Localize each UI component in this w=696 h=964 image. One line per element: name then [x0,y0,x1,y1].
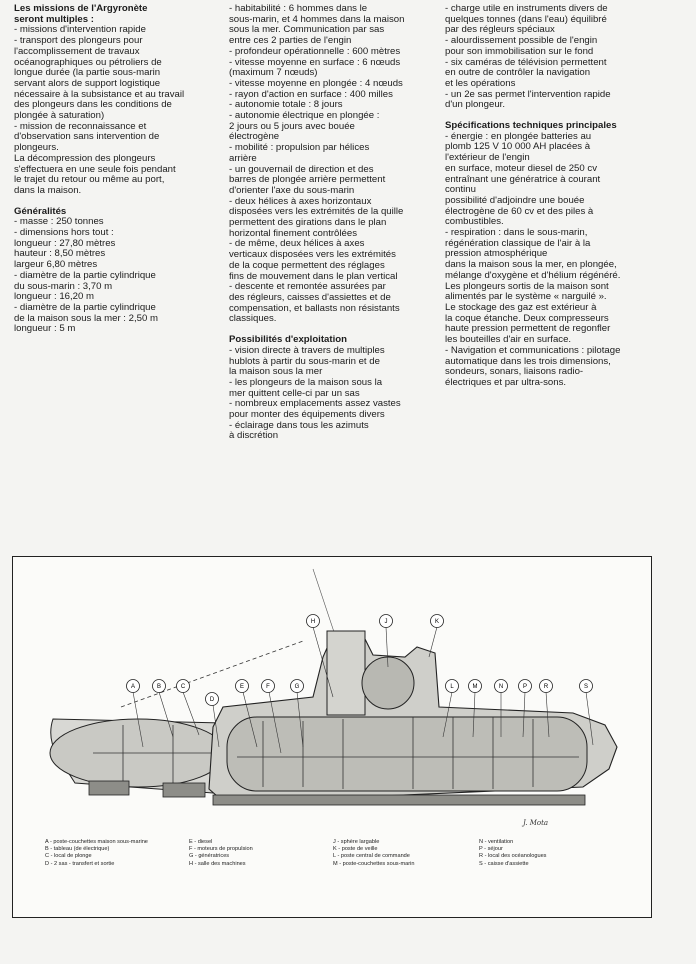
heading-line: Généralités [14,205,67,217]
text-line: Les plongeurs sortis de la maison sont [445,280,609,292]
text-line: quelques tonnes (dans l'eau) équilibré [445,13,607,25]
legend-item: G - génératrices [189,853,230,860]
battery-keel [213,795,585,805]
text-line: nécessaire à la subsistance et au travail [14,88,185,100]
text-line: La décompression des plongeurs [14,152,156,164]
text-line: l'extérieur de l'engin [445,152,530,164]
text-line: d'orienter l'axe du sous-marin [229,184,355,196]
text-line: - énergie : en plongée batteries au [445,130,592,142]
heading-line: seront multiples : [14,13,94,25]
text-column-3 [445,4,660,389]
text-line: - respiration : dans le sous-marin, [445,227,588,239]
text-line: - masse : 250 tonnes [14,216,104,228]
marker-f [262,680,275,693]
text-line: - profondeur opérationnelle : 600 mètres [229,45,401,57]
text-line: du sous-marin : 3,70 m [14,280,113,292]
text-line: longueur : 16,20 m [14,291,95,303]
text-line: dans la maison sous la mer, en plongée, [445,259,617,271]
legend-item: E - diesel [189,839,213,845]
text-line: possibilité d'adjoindre une bouée [445,194,585,206]
generalites-body [14,217,219,335]
text-column-1 [14,4,219,335]
legend-item: R - local des océanologues [479,853,547,860]
text-line: - vitesse moyenne en plongée : 4 nœuds [229,77,403,89]
text-line: alimentés par le système « narguilé ». [445,291,607,303]
text-line: - alourdissement possible de l'engin [445,35,598,47]
text-line: d'un plongeur. [445,99,505,111]
marker-k [431,615,444,628]
text-line: 2 jours ou 5 jours avec bouée [229,120,355,132]
text-line: horizontal finement contrôlées [229,227,357,239]
text-line: pour monter des équipements divers [229,409,385,421]
text-line: permettent des girations dans le plan [229,217,387,229]
marker-m [469,680,482,693]
text-line: hauteur : 8,50 mètres [14,248,106,260]
legend-column-4 [479,839,546,868]
text-line: longueur : 27,80 mètres [14,237,116,249]
text-line: - six caméras de télévision permettent [445,56,607,68]
text-line: - descente et remontée assurées par [229,281,386,293]
text-line: en surface, moteur diesel de 250 cv [445,162,597,174]
legend-column-3 [333,839,414,868]
marker-e [236,680,249,693]
text-line: l'accomplissement de travaux [14,45,140,57]
legend-item: N - ventilation [479,839,514,845]
legend-item: A - poste-couchettes maison sous-marine [45,839,148,845]
heading-line: Les missions de l'Argyronète [14,3,148,14]
text-line: - vitesse moyenne en surface : 6 nœuds [229,56,401,68]
specifications-body [445,132,660,389]
marker-a [127,680,140,693]
legend-item: K - poste de veille [333,846,378,853]
text-line: compensation, et ballasts non résistants [229,302,400,314]
charge-body [445,4,660,111]
text-line: arrière [229,152,257,164]
legend-item: J - sphère largable [333,839,380,845]
text-line: - un 2e sas permet l'intervention rapide [445,88,611,100]
text-line: des plongeurs dans les conditions de [14,99,172,111]
marker-b [153,680,166,693]
text-line: (maximum 7 nœuds) [229,67,318,79]
marker-label: P [522,684,528,691]
text-line: - mission de reconnaissance et [14,120,147,132]
marker-label: S [583,684,589,691]
text-line: en outre de contrôler la navigation [445,67,591,79]
text-line: mer quittent celle-ci par un sas [229,387,360,399]
text-column-2 [229,4,435,442]
legend-column-1 [45,839,148,868]
text-line: combustibles. [445,216,504,228]
marker-label: D [209,697,215,704]
text-line: sous la mer. Communication par sas [229,24,385,36]
marker-p [519,680,532,693]
text-line: les bouteilles d'air en surface. [445,334,572,346]
marker-h [307,615,320,628]
heading-missions [14,4,219,25]
artist-signature: J. Mota [523,819,549,827]
text-line: - transport des plongeurs pour [14,35,143,47]
text-line: électriques et par ultra-sons. [445,376,567,388]
text-line: continu [445,184,476,196]
text-line: servant alors de support logistique [14,77,161,89]
text-line: disposées vers les extrémités de la quille [229,206,404,218]
marker-label: N [498,684,504,691]
text-line: - dimensions hors tout : [14,227,114,239]
text-line: sous-marin, et 4 hommes dans la maison [229,13,405,25]
text-line: océanographiques ou pétroliers de [14,56,162,68]
marker-n [495,680,508,693]
legend-item: F - moteurs de propulsion [189,846,253,853]
legend-item: C - local de plonge [45,853,92,860]
marker-label: B [156,684,162,691]
text-line: d'observation sans intervention de [14,131,160,143]
text-line: plomb 125 V 10 000 AH placées à [445,141,591,153]
text-line: mélange d'oxygène et d'hélium régénéré. [445,269,621,281]
text-line: plongeurs. [14,142,59,154]
heading-line: Possibilités d'exploitation [229,334,347,346]
marker-j [380,615,393,628]
text-line: électrogène [229,131,280,143]
legend-item: S - caisse d'assiette [479,860,529,867]
text-line: - Navigation et communications : pilotage [445,344,621,356]
text-line: par des régleurs spéciaux [445,24,555,36]
legend-column-2 [189,839,253,868]
marker-l [446,680,459,693]
specs-body [229,4,435,325]
marker-s [580,680,593,693]
marker-label: L [450,684,454,691]
house-ballast [89,781,129,795]
legend-item: L - poste central de commande [333,853,410,860]
text-line: - habitabilité : 6 hommes dans le [229,3,368,14]
text-line: sondeurs, sonars, liaisons radio- [445,366,584,378]
text-line: largeur 6,80 mètres [14,259,98,271]
legend-item: M - poste-couchettes sous-marin [333,860,415,867]
text-line: et les opérations [445,77,516,89]
marker-label: A [130,684,136,691]
text-line: - diamètre de la partie cylindrique [14,301,156,313]
conning-tower [327,631,365,715]
text-line: s'effectuera en une seule fois pendant [14,163,176,175]
text-line: régénération classique de l'air à la [445,237,591,249]
marker-r [540,680,553,693]
marker-label: G [294,684,300,691]
text-line: - charge utile en instruments divers de [445,3,608,14]
text-line: - deux hélices à axes horizontaux [229,195,372,207]
text-line: - de même, deux hélices à axes [229,238,365,250]
text-line: - autonomie totale : 8 jours [229,99,343,111]
text-line: - rayon d'action en surface : 400 milles [229,88,393,100]
text-line: - les plongeurs de la maison sous la [229,376,383,388]
text-line: de la maison sous la mer : 2,50 m [14,312,158,324]
text-line: hublots à partir du sous-marin et de [229,355,380,367]
submarine-cutaway-diagram [12,556,652,918]
marker-label: J [384,619,388,626]
text-line: longue durée (la partie sous-marin [14,67,161,79]
house-ballast [163,783,205,797]
text-line: classiques. [229,313,277,325]
legend-item: H - salle des machines [189,860,246,867]
text-line: de la coque permettent des réglages [229,259,385,271]
marker-g [291,680,304,693]
text-line: la coque étanche. Deux compresseurs [445,312,609,324]
text-line: automatique dans les trois dimensions, [445,355,611,367]
text-line: entre ces 2 parties de l'engin [229,35,352,47]
text-line: - missions d'intervention rapide [14,24,146,36]
missions-body [14,25,219,196]
marker-label: M [472,684,478,691]
possibilites-body [229,346,435,442]
marker-label: K [434,619,440,626]
text-line: à discrétion [229,430,279,442]
marker-label: R [543,684,549,691]
text-line: - diamètre de la partie cylindrique [14,269,156,281]
text-line: des régleurs, caisses d'assiettes et de [229,291,391,303]
text-line: - mobilité : propulsion par hélices [229,142,370,154]
marker-c [177,680,190,693]
text-line: la maison sous la mer [229,366,323,378]
text-line: barres de plongée arrière permettent [229,174,386,186]
text-line: longueur : 5 m [14,323,76,335]
text-line: fins de mouvement dans le plan vertical [229,270,398,282]
text-line: dans la maison. [14,184,82,196]
legend-item: P - séjour [479,846,503,853]
text-line: pour son immobilisation sur le fond [445,45,594,57]
text-line: - vision directe à travers de multiples [229,344,385,356]
marker-label: F [266,684,270,691]
marker-label: H [310,619,316,626]
text-line: électrogène de 60 cv et des piles à [445,205,594,217]
text-line: - éclairage dans tous les azimuts [229,419,369,431]
text-line: le trajet du retour ou même au port, [14,174,165,186]
text-line: entraînant une génératrice à courant [445,173,601,185]
text-line: - un gouvernail de direction et des [229,163,374,175]
text-line: verticaux disposées vers les extrémités [229,249,396,261]
text-line: haute pression permettent de regonfler [445,323,611,335]
marker-d [206,693,219,706]
marker-label: C [180,684,186,691]
text-line: pression atmosphérique [445,248,548,260]
text-line: plongée à saturation) [14,110,105,122]
text-line: - autonomie électrique en plongée : [229,110,380,122]
text-line: Le stockage des gaz est extérieur à [445,301,597,313]
text-line: - nombreux emplacements assez vastes [229,398,401,410]
legend-item: B - tableau (de électrique) [45,846,110,853]
heading-line: Spécifications techniques principales [445,120,617,132]
marker-label: E [239,684,245,691]
legend-item: D - 2 sas - transfert et sortie [45,860,115,867]
